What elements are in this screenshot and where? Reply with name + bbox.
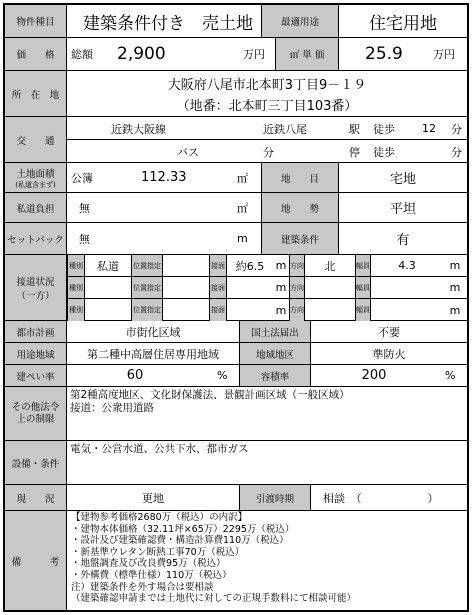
unit-price-value: 25.9 [365, 44, 403, 64]
unit-price-unit: 万円 [433, 48, 455, 61]
private-road-unit: ㎡ [237, 201, 248, 215]
setback-label: セットバック [5, 223, 67, 254]
handover-label: 引渡時期 [239, 485, 311, 510]
road-subrow [67, 255, 467, 277]
road-position-value [163, 277, 209, 298]
road-position-label: 位置指定 [131, 277, 163, 298]
row-zoning [5, 343, 467, 365]
coverage-unit: % [217, 369, 228, 382]
road-kind-label: 種別 [67, 277, 85, 298]
coverage-label: 建ぺい率 [5, 365, 67, 386]
road-frontage-unit: m [275, 259, 287, 272]
building-cond-label: 建築条件 [261, 223, 339, 254]
transport-bus-label: バス [177, 145, 199, 159]
road-direction-value [305, 299, 355, 321]
road-frontage-label: 接面 [209, 277, 227, 298]
road-position-value [163, 255, 209, 276]
road-width-label: 幅員 [355, 277, 371, 298]
land-area-basis: 公簿 [71, 171, 93, 185]
road-width-unit: m [449, 303, 461, 317]
road-direction-value [305, 277, 355, 298]
road-label-cell [5, 255, 67, 320]
road-kind-value [85, 299, 131, 321]
road-width-value: 4.3 [398, 259, 416, 272]
other-legal-label: その他法令上の制限 [5, 387, 67, 440]
setback-unit: m [237, 232, 248, 245]
row-transport [5, 117, 467, 163]
transport-line: 近鉄大阪線 [111, 122, 166, 136]
road-frontage-label: 接面 [209, 299, 227, 321]
building-cond-value: 有 [396, 233, 410, 248]
road-position-label: 位置指定 [131, 299, 163, 321]
road-kind-label: 種別 [67, 255, 85, 276]
city-plan-value: 市街化区域 [125, 325, 181, 339]
transport-station-suffix: 駅 [349, 122, 360, 136]
land-area-label: 土地面積 [16, 168, 55, 180]
private-road-label: 私道負担 [5, 193, 67, 222]
row-type [5, 5, 467, 38]
land-area-value: 112.33 [141, 170, 187, 185]
transport-minute-unit2: 分 [451, 145, 462, 159]
unit-price-label: ㎡ 単 価 [275, 38, 339, 70]
transport-label: 交 通 [5, 117, 67, 162]
price-value: 2,900 [117, 44, 166, 64]
row-status [5, 485, 467, 511]
row-private-road [5, 193, 467, 223]
district-value: 準防火 [372, 347, 406, 361]
status-label: 現 況 [5, 485, 67, 510]
road-position-label: 位置指定 [131, 255, 163, 276]
price-total-label: 総額 [71, 48, 93, 61]
land-area-label-cell [5, 163, 67, 192]
road-subrow [67, 277, 467, 299]
property-sheet [3, 3, 469, 612]
terrain-value: 平坦 [389, 202, 416, 217]
far-label: 容積率 [239, 365, 311, 386]
row-road [5, 255, 467, 321]
row-ratios [5, 365, 467, 387]
facilities-label: 設備・条件 [5, 441, 67, 484]
road-frontage-value [227, 299, 273, 321]
location-line2: （地番：北本町三丁目103番） [176, 98, 358, 114]
row-city-plan [5, 321, 467, 343]
land-area-sublabel: (私道含まず) [15, 180, 56, 189]
road-frontage-value: 約6.5 [235, 259, 265, 273]
location-value [67, 71, 467, 116]
road-width-value [371, 277, 443, 298]
type-label: 物件種目 [5, 5, 67, 37]
transport-stop-label: 停 [349, 145, 360, 159]
terrain-label: 地 勢 [261, 193, 339, 222]
zoning-value: 第二種中高層住居専用地域 [87, 347, 219, 361]
road-label: 接道状況 [16, 276, 55, 288]
road-frontage-value [227, 277, 273, 298]
remarks-label: 備 考 [5, 511, 67, 610]
road-width-label: 幅員 [355, 255, 371, 276]
coverage-value: 60 [126, 368, 144, 383]
road-frontage-unit: m [275, 281, 287, 294]
private-road-value: 無 [79, 201, 90, 215]
row-setback [5, 223, 467, 255]
road-direction-label: 方向 [289, 299, 305, 321]
road-direction-label: 方向 [289, 255, 305, 276]
type-value: 建築条件付き 売土地 [83, 13, 253, 34]
row-remarks [5, 511, 467, 610]
price-unit: 万円 [243, 48, 265, 61]
road-frontage-label: 接面 [209, 255, 227, 276]
road-kind-label: 種別 [67, 299, 85, 321]
land-act-value: 不要 [378, 325, 400, 339]
status-value: 更地 [142, 491, 164, 505]
row-facilities [5, 441, 467, 485]
far-value: 200 [361, 368, 387, 383]
land-area-unit: ㎡ [237, 171, 248, 185]
transport-station: 近鉄八尾 [263, 122, 307, 136]
road-direction-label: 方向 [289, 277, 305, 298]
row-other-legal [5, 387, 467, 441]
use-value: 住宅用地 [369, 13, 437, 34]
road-width-unit: m [449, 259, 461, 272]
road-frontage-unit: m [275, 303, 287, 317]
road-kind-value [85, 277, 131, 298]
setback-value: 無 [79, 232, 90, 246]
row-location [5, 71, 467, 117]
road-subrow [67, 299, 467, 321]
location-label: 所 在 地 [5, 71, 67, 116]
handover-value: 相談 （ ） [323, 491, 439, 505]
transport-minute-unit: 分 [451, 122, 462, 136]
road-sublabel: （一方） [16, 290, 55, 302]
remarks-value: 【建物参考価格2680万（税込）の内訳】 ・建物本体価格（32.11坪×65万）2295万（税込） ・設計及び建築確認費・構造計算費110万（税込） ・新基準ウレタン断熱工事70万（税込） ・地盤調査及び改良費95万（税込） ・外構費（標準仕様）110万（税込） 注）建築条件を外す場合は要相談 （建築確認申請までは土地代に対しての正規手数料にて相談可能） [71, 512, 357, 605]
road-kind-value: 私道 [97, 259, 119, 273]
facilities-value: 電気・公営水道、公共下水、都市ガス [70, 443, 249, 455]
road-width-value [371, 299, 443, 321]
city-plan-label: 都市計画 [5, 321, 67, 342]
road-position-value [163, 299, 209, 321]
land-act-label: 国土法届出 [239, 321, 311, 342]
transport-bus-minute-unit: 分 [263, 145, 274, 159]
use-label: 最適用途 [261, 5, 339, 37]
transport-walk-minutes: 12 [422, 122, 436, 135]
land-category-label: 地 目 [261, 163, 339, 192]
road-direction-value: 北 [324, 259, 336, 273]
road-width-label: 幅員 [355, 299, 371, 321]
land-category-value: 宅地 [389, 172, 416, 187]
price-label: 価 格 [5, 38, 67, 70]
transport-walk2-label: 徒歩 [373, 145, 395, 159]
location-line1: 大阪府八尾市北本町3丁目9－１９ [167, 77, 367, 93]
district-label: 地域地区 [239, 343, 311, 364]
row-land-area [5, 163, 467, 193]
far-unit: % [445, 369, 456, 382]
other-legal-value: 第2種高度地区、文化財保護法、景観計画区域（一般区域） 接道：公衆用道路 [70, 389, 350, 414]
row-price [5, 38, 467, 71]
zoning-label: 用途地域 [5, 343, 67, 364]
transport-walk-label: 徒歩 [373, 122, 395, 136]
road-width-unit: m [449, 281, 461, 294]
